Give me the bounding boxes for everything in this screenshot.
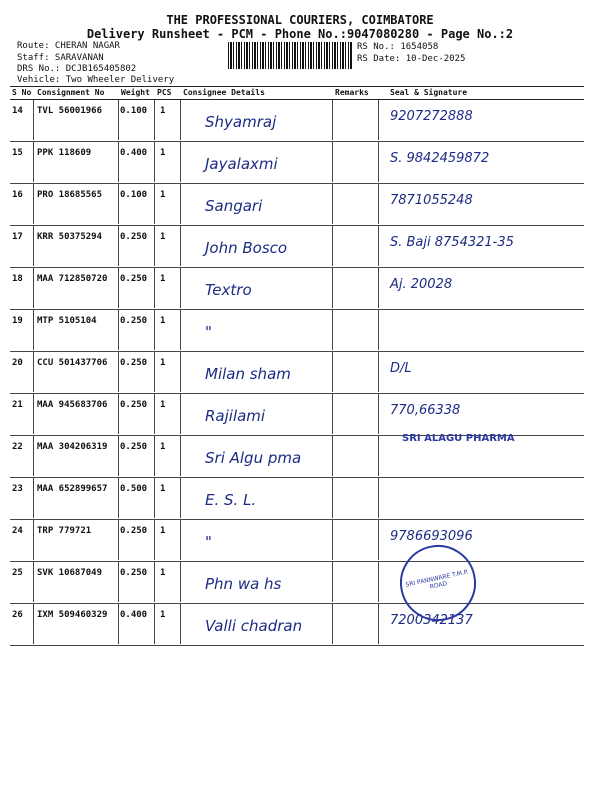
cell-weight: 0.250 bbox=[120, 526, 148, 536]
column-separator bbox=[180, 352, 181, 392]
col-consignment: Consignment No bbox=[37, 88, 105, 97]
cell-cons: MAA 712850720 bbox=[37, 274, 108, 284]
table-row bbox=[10, 519, 584, 562]
column-separator bbox=[33, 352, 34, 392]
cell-sno: 23 bbox=[12, 484, 23, 494]
column-separator bbox=[332, 436, 333, 476]
cell-weight: 0.250 bbox=[120, 316, 148, 326]
cell-cons: PPK 118609 bbox=[37, 148, 92, 158]
column-separator bbox=[118, 352, 119, 392]
column-separator bbox=[332, 184, 333, 224]
signature-handwriting: S. Baji 8754321-35 bbox=[390, 235, 514, 250]
column-separator bbox=[332, 310, 333, 350]
column-separator bbox=[378, 142, 379, 182]
column-separator bbox=[118, 478, 119, 518]
col-consignee: Consignee Details bbox=[183, 88, 265, 97]
cell-sno: 20 bbox=[12, 358, 23, 368]
column-separator bbox=[378, 604, 379, 644]
column-separator bbox=[378, 562, 379, 602]
consignee-handwriting: John Bosco bbox=[205, 239, 288, 257]
column-separator bbox=[154, 436, 155, 476]
column-separator bbox=[154, 100, 155, 140]
column-separator bbox=[180, 478, 181, 518]
column-separator bbox=[33, 184, 34, 224]
column-separator bbox=[332, 478, 333, 518]
table-row bbox=[10, 99, 584, 142]
signature-handwriting: 7871055248 bbox=[390, 193, 473, 208]
column-separator bbox=[332, 142, 333, 182]
signature-handwriting: 770,66338 bbox=[390, 403, 461, 418]
column-separator bbox=[154, 142, 155, 182]
route: Route: CHERAN NAGAR bbox=[17, 41, 120, 51]
cell-weight: 0.250 bbox=[120, 442, 148, 452]
cell-weight: 0.100 bbox=[120, 106, 148, 116]
cell-weight: 0.100 bbox=[120, 190, 148, 200]
col-pcs: PCS bbox=[157, 88, 172, 97]
cell-cons: MAA 652899657 bbox=[37, 484, 108, 494]
column-separator bbox=[118, 142, 119, 182]
column-separator bbox=[118, 562, 119, 602]
consignee-handwriting: Phn wa hs bbox=[205, 575, 282, 593]
column-separator bbox=[332, 604, 333, 644]
column-separator bbox=[378, 310, 379, 350]
column-separator bbox=[378, 520, 379, 560]
column-separator bbox=[33, 562, 34, 602]
column-separator bbox=[154, 520, 155, 560]
cell-weight: 0.250 bbox=[120, 232, 148, 242]
cell-sno: 25 bbox=[12, 568, 23, 578]
column-separator bbox=[118, 268, 119, 308]
cell-pcs: 1 bbox=[160, 568, 166, 578]
column-separator bbox=[332, 100, 333, 140]
cell-pcs: 1 bbox=[160, 400, 166, 410]
cell-sno: 24 bbox=[12, 526, 23, 536]
column-separator bbox=[180, 226, 181, 266]
column-separator bbox=[180, 604, 181, 644]
cell-cons: MAA 304206319 bbox=[37, 442, 108, 452]
column-separator bbox=[118, 604, 119, 644]
cell-cons: TRP 779721 bbox=[37, 526, 92, 536]
signature-handwriting: S. 9842459872 bbox=[390, 151, 490, 166]
column-separator bbox=[378, 394, 379, 434]
cell-weight: 0.250 bbox=[120, 274, 148, 284]
column-separator bbox=[378, 352, 379, 392]
signature-handwriting: D/L bbox=[390, 361, 412, 376]
cell-weight: 0.400 bbox=[120, 148, 148, 158]
cell-weight: 0.250 bbox=[120, 400, 148, 410]
column-separator bbox=[378, 184, 379, 224]
table-row bbox=[10, 603, 584, 646]
cell-cons: CCU 501437706 bbox=[37, 358, 108, 368]
column-separator bbox=[33, 100, 34, 140]
signature-handwriting: 9786693096 bbox=[390, 529, 473, 544]
col-seal: Seal & Signature bbox=[390, 88, 468, 97]
cell-cons: SVK 10687049 bbox=[37, 568, 103, 578]
column-separator bbox=[378, 478, 379, 518]
column-separator bbox=[378, 436, 379, 476]
consignee-handwriting: " bbox=[205, 323, 212, 341]
cell-pcs: 1 bbox=[160, 610, 166, 620]
consignee-handwriting: E. S. L. bbox=[205, 491, 257, 509]
cell-pcs: 1 bbox=[160, 274, 166, 284]
column-separator bbox=[118, 310, 119, 350]
signature-handwriting: 7200342137 bbox=[390, 613, 473, 628]
cell-sno: 15 bbox=[12, 148, 23, 158]
table-row bbox=[10, 393, 584, 436]
column-separator bbox=[33, 394, 34, 434]
cell-sno: 21 bbox=[12, 400, 23, 410]
cell-pcs: 1 bbox=[160, 316, 166, 326]
table-row bbox=[10, 309, 584, 352]
cell-sno: 16 bbox=[12, 190, 23, 200]
column-separator bbox=[154, 310, 155, 350]
consignee-handwriting: Rajilami bbox=[205, 407, 266, 425]
column-separator bbox=[33, 436, 34, 476]
column-separator bbox=[180, 394, 181, 434]
column-separator bbox=[118, 436, 119, 476]
drs-no: DRS No.: DCJB165405802 bbox=[17, 64, 137, 74]
cell-pcs: 1 bbox=[160, 106, 166, 116]
consignee-handwriting: Valli chadran bbox=[205, 617, 303, 635]
column-separator bbox=[118, 184, 119, 224]
table-header bbox=[10, 86, 584, 100]
company-title: THE PROFESSIONAL COURIERS, COIMBATORE bbox=[166, 13, 434, 27]
column-separator bbox=[332, 394, 333, 434]
rs-no: RS No.: 1654058 bbox=[357, 42, 439, 52]
column-separator bbox=[154, 226, 155, 266]
column-separator bbox=[33, 520, 34, 560]
col-sno: S No bbox=[12, 88, 32, 97]
column-separator bbox=[332, 352, 333, 392]
cell-weight: 0.400 bbox=[120, 610, 148, 620]
consignee-handwriting: Jayalaxmi bbox=[205, 155, 278, 173]
column-separator bbox=[378, 268, 379, 308]
cell-sno: 19 bbox=[12, 316, 23, 326]
cell-pcs: 1 bbox=[160, 358, 166, 368]
pharmacy-stamp: SRI ALAGU PHARMA bbox=[402, 433, 515, 444]
column-separator bbox=[180, 142, 181, 182]
table-row bbox=[10, 561, 584, 604]
column-separator bbox=[180, 310, 181, 350]
column-separator bbox=[180, 436, 181, 476]
column-separator bbox=[33, 226, 34, 266]
consignee-handwriting: Shyamraj bbox=[205, 113, 277, 131]
cell-pcs: 1 bbox=[160, 484, 166, 494]
column-separator bbox=[33, 604, 34, 644]
cell-sno: 14 bbox=[12, 106, 23, 116]
column-separator bbox=[332, 226, 333, 266]
table-row bbox=[10, 225, 584, 268]
cell-cons: MAA 945683706 bbox=[37, 400, 108, 410]
cell-sno: 26 bbox=[12, 610, 23, 620]
table-row bbox=[10, 183, 584, 226]
cell-sno: 17 bbox=[12, 232, 23, 242]
table-row bbox=[10, 267, 584, 310]
cell-cons: PRO 18685565 bbox=[37, 190, 103, 200]
column-separator bbox=[118, 520, 119, 560]
barcode bbox=[228, 42, 352, 69]
cell-pcs: 1 bbox=[160, 442, 166, 452]
column-separator bbox=[33, 310, 34, 350]
consignee-handwriting: Sangari bbox=[205, 197, 263, 215]
consignee-handwriting: Milan sham bbox=[205, 365, 291, 383]
column-separator bbox=[180, 520, 181, 560]
column-separator bbox=[154, 184, 155, 224]
cell-pcs: 1 bbox=[160, 526, 166, 536]
cell-cons: IXM 509460329 bbox=[37, 610, 108, 620]
cell-cons: TVL 56001966 bbox=[37, 106, 103, 116]
signature-handwriting: 9207272888 bbox=[390, 109, 473, 124]
column-separator bbox=[378, 100, 379, 140]
cell-pcs: 1 bbox=[160, 190, 166, 200]
cell-weight: 0.250 bbox=[120, 568, 148, 578]
column-separator bbox=[154, 352, 155, 392]
consignee-handwriting: " bbox=[205, 533, 212, 551]
column-separator bbox=[180, 100, 181, 140]
column-separator bbox=[154, 604, 155, 644]
table-row bbox=[10, 351, 584, 394]
column-separator bbox=[33, 142, 34, 182]
consignee-handwriting: Sri Algu pma bbox=[205, 449, 302, 467]
col-remarks: Remarks bbox=[335, 88, 369, 97]
cell-weight: 0.500 bbox=[120, 484, 148, 494]
column-separator bbox=[118, 100, 119, 140]
column-separator bbox=[378, 226, 379, 266]
column-separator bbox=[33, 268, 34, 308]
column-separator bbox=[180, 184, 181, 224]
column-separator bbox=[154, 562, 155, 602]
cell-sno: 22 bbox=[12, 442, 23, 452]
column-separator bbox=[154, 478, 155, 518]
rs-date: RS Date: 10-Dec-2025 bbox=[357, 54, 466, 64]
column-separator bbox=[180, 562, 181, 602]
round-stamp: SRI PANNWARE T.M.P. ROAD bbox=[393, 538, 483, 628]
column-separator bbox=[118, 394, 119, 434]
runsheet-subtitle: Delivery Runsheet - PCM - Phone No.:9047080280 - Page No.:2 bbox=[86, 27, 514, 41]
cell-cons: MTP 5105104 bbox=[37, 316, 97, 326]
column-separator bbox=[154, 268, 155, 308]
cell-pcs: 1 bbox=[160, 148, 166, 158]
col-weight: Weight bbox=[121, 88, 150, 97]
table-row bbox=[10, 477, 584, 520]
consignee-handwriting: Textro bbox=[205, 281, 252, 299]
column-separator bbox=[332, 562, 333, 602]
signature-handwriting: Aj. 20028 bbox=[390, 277, 453, 292]
table-row bbox=[10, 141, 584, 184]
staff: Staff: SARAVANAN bbox=[17, 53, 104, 63]
column-separator bbox=[118, 226, 119, 266]
cell-weight: 0.250 bbox=[120, 358, 148, 368]
column-separator bbox=[180, 268, 181, 308]
cell-pcs: 1 bbox=[160, 232, 166, 242]
column-separator bbox=[33, 478, 34, 518]
vehicle: Vehicle: Two Wheeler Delivery bbox=[17, 75, 175, 85]
cell-cons: KRR 50375294 bbox=[37, 232, 103, 242]
column-separator bbox=[332, 520, 333, 560]
column-separator bbox=[154, 394, 155, 434]
column-separator bbox=[332, 268, 333, 308]
cell-sno: 18 bbox=[12, 274, 23, 284]
